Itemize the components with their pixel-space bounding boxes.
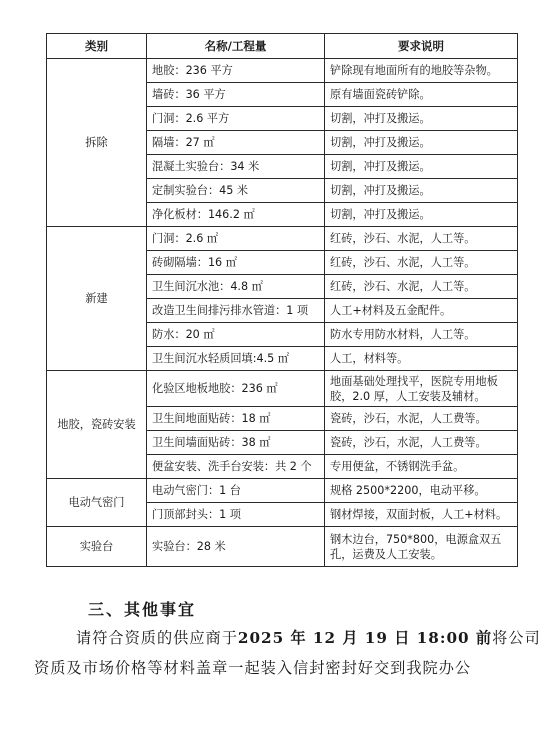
category-cell: 电动气密门	[47, 479, 147, 527]
table-row	[47, 59, 518, 83]
item-description: 切割，冲打及搬运。	[325, 107, 518, 131]
header-category: 类别	[47, 34, 147, 59]
item-description: 红砖，沙石、水泥，人工等。	[325, 251, 518, 275]
category-cell: 实验台	[47, 527, 147, 567]
item-name: 实验台：28 米	[147, 527, 325, 567]
item-description: 规格 2500*2200，电动平移。	[325, 479, 518, 503]
item-description: 瓷砖，沙石，水泥，人工费等。	[325, 407, 518, 431]
category-cell: 地胶，瓷砖安装	[47, 371, 147, 479]
item-name: 防水：20 ㎡	[147, 323, 325, 347]
item-name: 门顶部封头：1 项	[147, 503, 325, 527]
item-description: 瓷砖，沙石，水泥，人工费等。	[325, 431, 518, 455]
item-name: 砖砌隔墙：16 ㎡	[147, 251, 325, 275]
item-name: 卫生间沉水轻质回填:4.5 ㎡	[147, 347, 325, 371]
item-name: 化验区地板地胶：236 ㎡	[147, 371, 325, 407]
item-name: 净化板材：146.2 ㎡	[147, 203, 325, 227]
requirements-table	[46, 33, 518, 567]
item-description: 切割，冲打及搬运。	[325, 131, 518, 155]
category-cell: 新建	[47, 227, 147, 371]
item-description: 红砖，沙石、水泥，人工等。	[325, 275, 518, 299]
paragraph-text: 请符合资质的供应商于	[76, 629, 238, 647]
table-header-row	[47, 34, 518, 59]
table-row	[47, 527, 518, 567]
item-description: 人工+材料及五金配件。	[325, 299, 518, 323]
section-heading: 三、其他事宜	[88, 600, 197, 619]
item-description: 切割，冲打及搬运。	[325, 155, 518, 179]
item-description: 钢木边台，750*800，电源盒双五孔，运费及人工安装。	[325, 527, 518, 567]
item-name: 便盆安装、洗手台安装：共 2 个	[147, 455, 325, 479]
item-description: 原有墙面瓷砖铲除。	[325, 83, 518, 107]
item-description: 专用便盆，不锈钢洗手盆。	[325, 455, 518, 479]
item-name: 隔墙：27 ㎡	[147, 131, 325, 155]
item-name: 卫生间沉水池：4.8 ㎡	[147, 275, 325, 299]
paragraph-line-2: 资质及市场价格等材料盖章一起装入信封密封好交到我院办公	[34, 659, 472, 677]
item-description: 防水专用防水材料，人工等。	[325, 323, 518, 347]
item-name: 门洞：2.6 平方	[147, 107, 325, 131]
item-name: 墙砖：36 平方	[147, 83, 325, 107]
item-description: 地面基础处理找平，医院专用地板胶，2.0 厚，人工安装及辅材。	[325, 371, 518, 407]
item-name: 定制实验台：45 米	[147, 179, 325, 203]
category-cell: 拆除	[47, 59, 147, 227]
item-name: 电动气密门：1 台	[147, 479, 325, 503]
item-description: 人工，材料等。	[325, 347, 518, 371]
paragraph-text: 将公司	[492, 629, 541, 647]
item-name: 混凝土实验台：34 米	[147, 155, 325, 179]
item-description: 红砖，沙石、水泥，人工等。	[325, 227, 518, 251]
item-name: 卫生间地面贴砖：18 ㎡	[147, 407, 325, 431]
item-description: 铲除现有地面所有的地胶等杂物。	[325, 59, 518, 83]
table-row	[47, 371, 518, 407]
table-row	[47, 227, 518, 251]
item-name: 改造卫生间排污排水管道：1 项	[147, 299, 325, 323]
item-name: 门洞：2.6 ㎡	[147, 227, 325, 251]
item-description: 切割，冲打及搬运。	[325, 203, 518, 227]
item-description: 切割，冲打及搬运。	[325, 179, 518, 203]
deadline-text: 2025 年 12 月 19 日 18:00 前	[237, 629, 493, 647]
item-description: 钢材焊接，双面封板，人工+材料。	[325, 503, 518, 527]
item-name: 卫生间墙面贴砖：38 ㎡	[147, 431, 325, 455]
header-name-quantity: 名称/工程量	[147, 34, 325, 59]
paragraph-line-1	[34, 627, 541, 648]
table-row	[47, 479, 518, 503]
item-name: 地胶：236 平方	[147, 59, 325, 83]
header-requirements: 要求说明	[325, 34, 518, 59]
